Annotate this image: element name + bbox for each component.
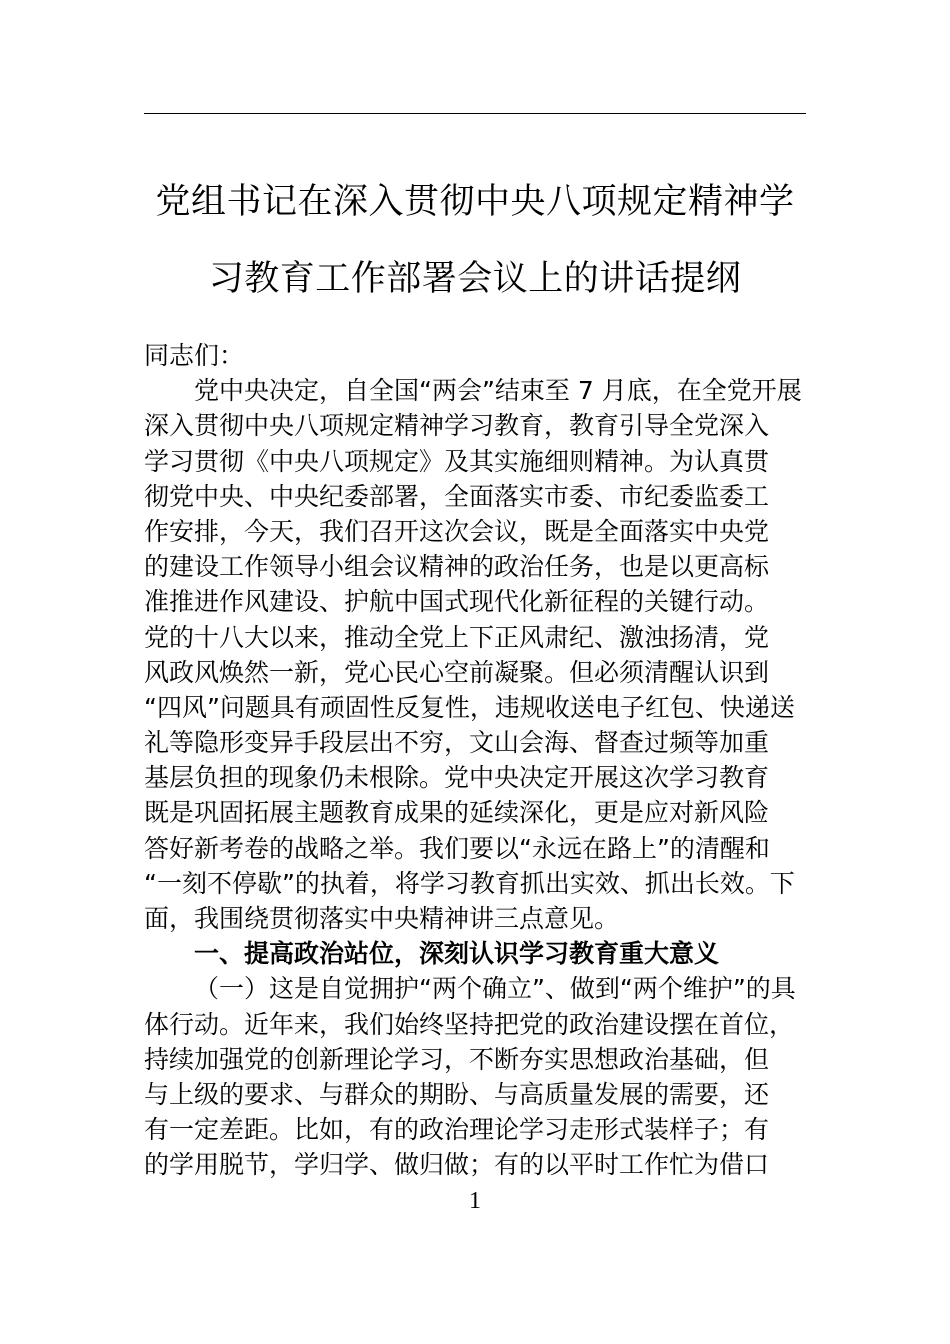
paragraph-line: 作安排，今天，我们召开这次会议，既是全面落实中央党 xyxy=(144,516,770,546)
paragraph-line: 礼等隐形变异手段层出不穷，文山会海、督查过频等加重 xyxy=(144,728,770,758)
salutation: 同志们： xyxy=(144,341,245,370)
header-rule xyxy=(144,113,806,114)
subsection-line: 有一定差距。比如，有的政治理论学习走形式装样子；有 xyxy=(144,1115,770,1145)
paragraph-line: 面，我围绕贯彻落实中央精神讲三点意见。 xyxy=(144,904,620,933)
paragraph-line: “四风”问题具有顽固性反复性，违规收送电子红包、快递送 xyxy=(144,692,795,722)
document-body xyxy=(144,338,806,1183)
paragraph-line: 深入贯彻中央八项规定精神学习教育，教育引导全党深入 xyxy=(144,411,770,441)
paragraph-line: 答好新考卷的战略之举。我们要以“永远在路上”的清醒和 xyxy=(144,833,770,863)
paragraph-line: 党的十八大以来，推动全党上下正风肃纪、激浊扬清，党 xyxy=(144,622,770,652)
paragraph-line: 彻党中央、中央纪委部署，全面落实市委、市纪委监委工 xyxy=(144,481,770,511)
subsection-line: 持续加强党的创新理论学习，不断夯实思想政治基础，但 xyxy=(144,1044,770,1074)
paragraph-line: 风政风焕然一新，党心民心空前凝聚。但必须清醒认识到 xyxy=(144,657,770,687)
paragraph-line: 既是巩固拓展主题教育成果的延续深化，更是应对新风险 xyxy=(144,798,770,828)
page-number: 1 xyxy=(469,1188,481,1214)
subsection-line: 体行动。近年来，我们始终坚持把党的政治建设摆在首位， xyxy=(144,1009,795,1039)
title-line-2: 习教育工作部署会议上的讲话提纲 xyxy=(208,259,742,299)
subsection-line: 的学用脱节，学归学、做归做；有的以平时工作忙为借口 xyxy=(144,1150,770,1180)
paragraph-line: “一刻不停歇”的执着，将学习教育抓出实效、抓出长效。下 xyxy=(144,868,795,898)
title-line-1: 党组书记在深入贯彻中央八项规定精神学 xyxy=(155,182,795,222)
subsection-line: （一）这是自觉拥护“两个确立”、做到“两个维护”的具 xyxy=(194,974,796,1004)
paragraph-line: 党中央决定，自全国“两会”结束至 7 月底，在全党开展 xyxy=(194,376,802,406)
paragraph-line: 学习贯彻《中央八项规定》及其实施细则精神。为认真贯 xyxy=(144,446,770,476)
document-title xyxy=(144,164,806,318)
paragraph-line: 基层负担的现象仍未根除。党中央决定开展这次学习教育 xyxy=(144,763,770,793)
section-heading: 一、提高政治站位，深刻认识学习教育重大意义 xyxy=(194,939,720,969)
paragraph-line: 的建设工作领导小组会议精神的政治任务，也是以更高标 xyxy=(144,552,770,582)
paragraph-line: 准推进作风建设、护航中国式现代化新征程的关键行动。 xyxy=(144,587,770,617)
subsection-line: 与上级的要求、与群众的期盼、与高质量发展的需要，还 xyxy=(144,1079,770,1109)
